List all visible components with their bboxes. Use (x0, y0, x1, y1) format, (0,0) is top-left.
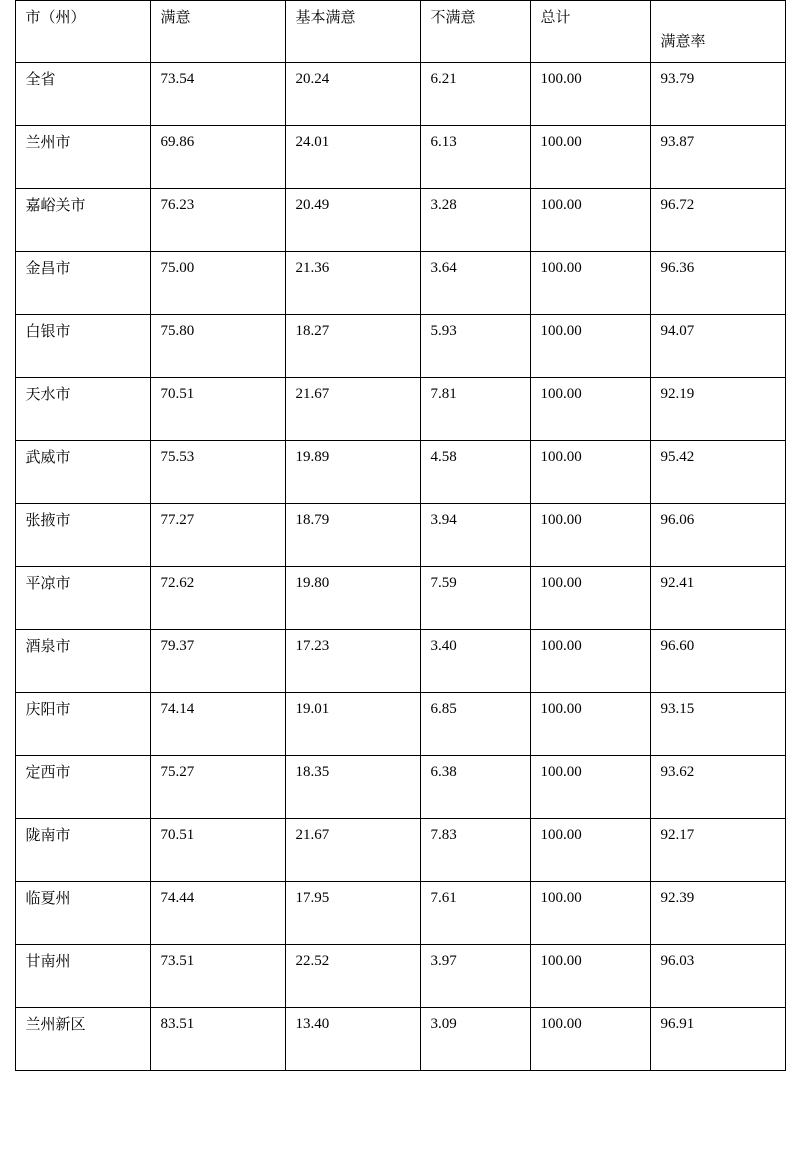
table-row (15, 693, 785, 756)
table-row (15, 1008, 785, 1071)
cell-dissatisfied: 3.97 (420, 945, 530, 1008)
cell-satisfied: 76.23 (150, 189, 285, 252)
cell-satisfaction-rate: 93.62 (650, 756, 785, 819)
cell-total: 100.00 (530, 504, 650, 567)
cell-satisfied: 74.14 (150, 693, 285, 756)
cell-dissatisfied: 6.38 (420, 756, 530, 819)
cell-basically-satisfied: 21.67 (285, 378, 420, 441)
cell-satisfaction-rate: 93.79 (650, 63, 785, 126)
cell-satisfied: 79.37 (150, 630, 285, 693)
cell-basically-satisfied: 20.24 (285, 63, 420, 126)
cell-region: 全省 (15, 63, 150, 126)
table-row (15, 63, 785, 126)
table-row (15, 945, 785, 1008)
cell-satisfaction-rate: 92.41 (650, 567, 785, 630)
table-header (15, 1, 785, 63)
cell-region: 定西市 (15, 756, 150, 819)
cell-basically-satisfied: 18.35 (285, 756, 420, 819)
table-header-row (15, 1, 785, 63)
satisfaction-table (15, 0, 786, 1071)
table-row (15, 882, 785, 945)
column-header-satisfaction-rate: 满意率 (650, 1, 785, 63)
cell-satisfaction-rate: 96.91 (650, 1008, 785, 1071)
cell-basically-satisfied: 18.27 (285, 315, 420, 378)
table-row (15, 252, 785, 315)
cell-basically-satisfied: 19.80 (285, 567, 420, 630)
cell-satisfied: 75.00 (150, 252, 285, 315)
table-body (15, 63, 785, 1071)
cell-total: 100.00 (530, 882, 650, 945)
table-row (15, 756, 785, 819)
cell-dissatisfied: 7.83 (420, 819, 530, 882)
column-header-dissatisfied: 不满意 (420, 1, 530, 63)
cell-satisfaction-rate: 92.39 (650, 882, 785, 945)
cell-dissatisfied: 3.09 (420, 1008, 530, 1071)
cell-total: 100.00 (530, 756, 650, 819)
cell-basically-satisfied: 22.52 (285, 945, 420, 1008)
cell-region: 陇南市 (15, 819, 150, 882)
cell-satisfied: 75.53 (150, 441, 285, 504)
cell-region: 天水市 (15, 378, 150, 441)
cell-satisfied: 75.80 (150, 315, 285, 378)
cell-satisfaction-rate: 93.87 (650, 126, 785, 189)
cell-basically-satisfied: 21.67 (285, 819, 420, 882)
table-row (15, 441, 785, 504)
cell-total: 100.00 (530, 630, 650, 693)
table-row (15, 189, 785, 252)
cell-dissatisfied: 4.58 (420, 441, 530, 504)
cell-region: 张掖市 (15, 504, 150, 567)
column-header-satisfied: 满意 (150, 1, 285, 63)
cell-basically-satisfied: 20.49 (285, 189, 420, 252)
cell-total: 100.00 (530, 819, 650, 882)
cell-region: 平凉市 (15, 567, 150, 630)
cell-region: 武威市 (15, 441, 150, 504)
table-row (15, 315, 785, 378)
cell-basically-satisfied: 17.95 (285, 882, 420, 945)
cell-dissatisfied: 6.21 (420, 63, 530, 126)
cell-satisfied: 72.62 (150, 567, 285, 630)
cell-dissatisfied: 3.64 (420, 252, 530, 315)
cell-satisfied: 70.51 (150, 378, 285, 441)
cell-region: 白银市 (15, 315, 150, 378)
cell-region: 兰州新区 (15, 1008, 150, 1071)
table-row (15, 378, 785, 441)
cell-region: 甘南州 (15, 945, 150, 1008)
cell-total: 100.00 (530, 126, 650, 189)
cell-satisfied: 77.27 (150, 504, 285, 567)
cell-region: 临夏州 (15, 882, 150, 945)
table-row (15, 630, 785, 693)
cell-total: 100.00 (530, 945, 650, 1008)
cell-satisfaction-rate: 92.17 (650, 819, 785, 882)
cell-dissatisfied: 6.13 (420, 126, 530, 189)
cell-satisfaction-rate: 96.60 (650, 630, 785, 693)
column-header-region: 市（州） (15, 1, 150, 63)
cell-satisfied: 69.86 (150, 126, 285, 189)
cell-total: 100.00 (530, 567, 650, 630)
cell-satisfaction-rate: 94.07 (650, 315, 785, 378)
column-header-basically-satisfied: 基本满意 (285, 1, 420, 63)
cell-satisfied: 73.54 (150, 63, 285, 126)
cell-total: 100.00 (530, 693, 650, 756)
cell-satisfaction-rate: 96.36 (650, 252, 785, 315)
cell-satisfaction-rate: 93.15 (650, 693, 785, 756)
cell-total: 100.00 (530, 441, 650, 504)
table-row (15, 567, 785, 630)
cell-satisfaction-rate: 96.06 (650, 504, 785, 567)
cell-dissatisfied: 7.59 (420, 567, 530, 630)
cell-dissatisfied: 3.28 (420, 189, 530, 252)
cell-total: 100.00 (530, 63, 650, 126)
cell-dissatisfied: 7.61 (420, 882, 530, 945)
table-row (15, 504, 785, 567)
cell-satisfaction-rate: 95.42 (650, 441, 785, 504)
table-row (15, 819, 785, 882)
cell-dissatisfied: 5.93 (420, 315, 530, 378)
cell-satisfaction-rate: 96.72 (650, 189, 785, 252)
table-row (15, 126, 785, 189)
cell-region: 兰州市 (15, 126, 150, 189)
cell-basically-satisfied: 18.79 (285, 504, 420, 567)
cell-basically-satisfied: 24.01 (285, 126, 420, 189)
cell-region: 嘉峪关市 (15, 189, 150, 252)
cell-total: 100.00 (530, 189, 650, 252)
cell-satisfied: 73.51 (150, 945, 285, 1008)
cell-basically-satisfied: 13.40 (285, 1008, 420, 1071)
cell-satisfaction-rate: 96.03 (650, 945, 785, 1008)
cell-total: 100.00 (530, 315, 650, 378)
cell-basically-satisfied: 19.01 (285, 693, 420, 756)
column-header-total: 总计 (530, 1, 650, 63)
cell-region: 庆阳市 (15, 693, 150, 756)
cell-basically-satisfied: 17.23 (285, 630, 420, 693)
cell-basically-satisfied: 19.89 (285, 441, 420, 504)
cell-region: 金昌市 (15, 252, 150, 315)
cell-total: 100.00 (530, 252, 650, 315)
cell-dissatisfied: 7.81 (420, 378, 530, 441)
cell-total: 100.00 (530, 378, 650, 441)
cell-satisfied: 74.44 (150, 882, 285, 945)
cell-dissatisfied: 3.94 (420, 504, 530, 567)
cell-satisfaction-rate: 92.19 (650, 378, 785, 441)
cell-total: 100.00 (530, 1008, 650, 1071)
cell-dissatisfied: 6.85 (420, 693, 530, 756)
cell-satisfied: 70.51 (150, 819, 285, 882)
cell-satisfied: 75.27 (150, 756, 285, 819)
cell-region: 酒泉市 (15, 630, 150, 693)
cell-satisfied: 83.51 (150, 1008, 285, 1071)
cell-dissatisfied: 3.40 (420, 630, 530, 693)
cell-basically-satisfied: 21.36 (285, 252, 420, 315)
